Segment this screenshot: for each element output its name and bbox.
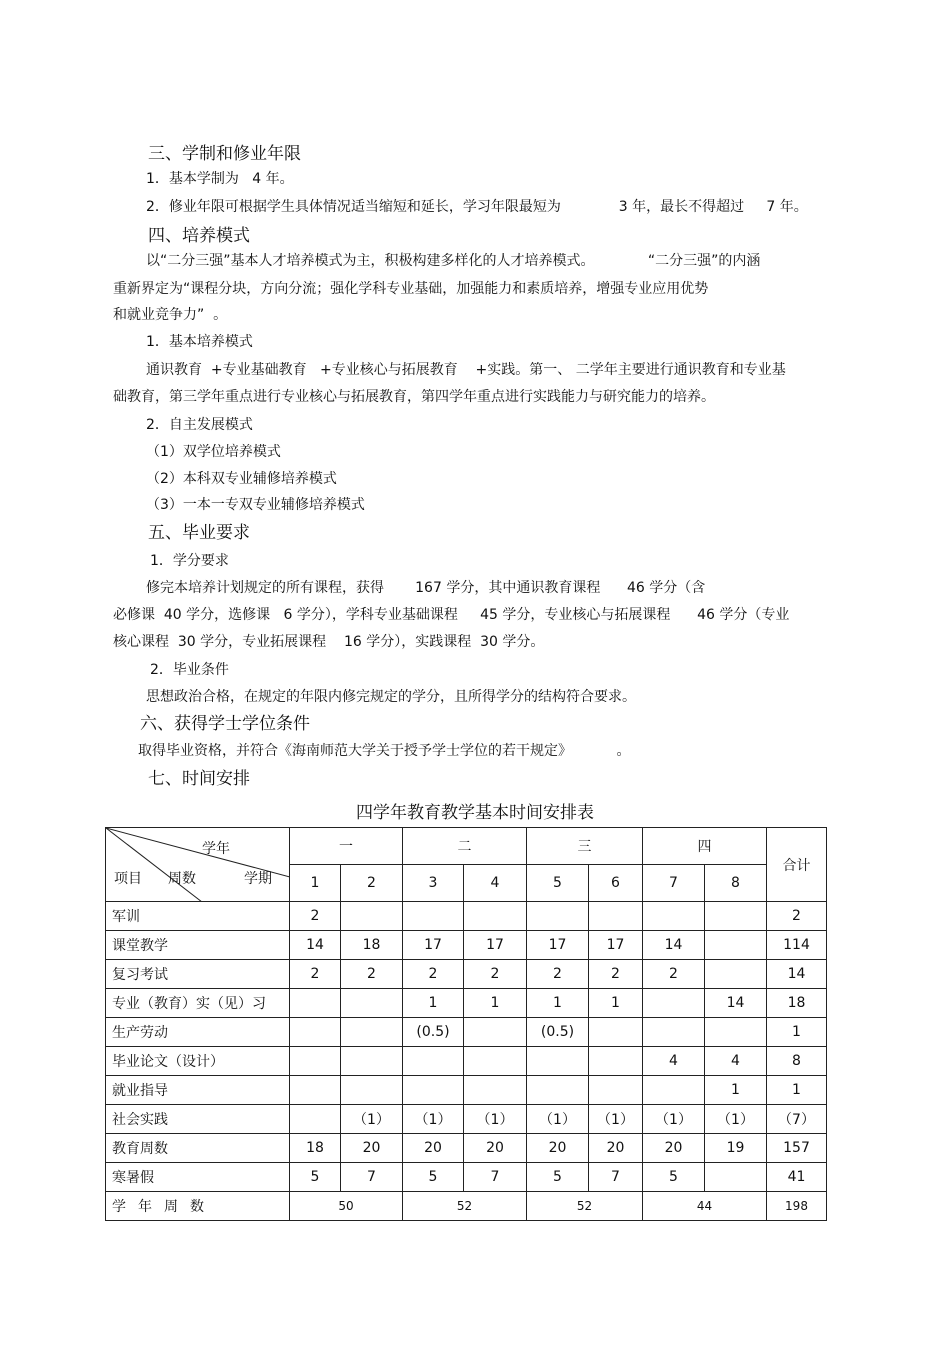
table-cell	[290, 1076, 341, 1105]
table-cell: 5	[527, 1163, 589, 1192]
table-row-year-weeks	[106, 1192, 827, 1221]
term-header: 3	[403, 865, 464, 902]
total-cell: 2	[767, 902, 827, 931]
table-cell: 20	[527, 1134, 589, 1163]
total-cell: 14	[767, 960, 827, 989]
table-row	[106, 1163, 827, 1192]
total-cell: 198	[767, 1192, 827, 1221]
table-cell: 19	[705, 1134, 767, 1163]
year-weeks-cell: 50	[290, 1192, 403, 1221]
corner-year-label: 学年	[202, 841, 230, 857]
table-cell	[643, 1076, 705, 1105]
table-row	[106, 1134, 827, 1163]
section-7-title: 七、时间安排	[148, 769, 250, 789]
section-3-title: 三、学制和修业年限	[148, 144, 301, 164]
total-cell: 1	[767, 1076, 827, 1105]
table-cell: 17	[403, 931, 464, 960]
table-cell: 20	[403, 1134, 464, 1163]
table-cell	[527, 1076, 589, 1105]
table-row	[106, 1076, 827, 1105]
table-cell: 17	[589, 931, 643, 960]
table-cell	[290, 989, 341, 1018]
row-label: 生产劳动	[106, 1018, 290, 1047]
total-header: 合计	[767, 828, 827, 902]
term-header: 6	[589, 865, 643, 902]
table-row	[106, 1047, 827, 1076]
table-cell	[527, 1047, 589, 1076]
term-header: 7	[643, 865, 705, 902]
row-label: 专业（教育）实（见）习	[106, 989, 290, 1018]
table-cell: 2	[403, 960, 464, 989]
total-cell: 114	[767, 931, 827, 960]
total-cell: 41	[767, 1163, 827, 1192]
section-5-title: 五、毕业要求	[148, 523, 250, 543]
s5-para-1c: 核心课程 30 学分，专业拓展课程 16 学分），实践课程 30 学分。	[113, 634, 545, 650]
table-cell	[341, 1047, 403, 1076]
s5-para-1b: 必修课 40 学分，选修课 6 学分），学科专业基础课程 45 学分，专业核心与拓展课程 46 学分（专业	[113, 607, 790, 623]
table-cell: 20	[464, 1134, 527, 1163]
table-cell: 2	[341, 960, 403, 989]
table-cell	[705, 1163, 767, 1192]
year-weeks-cell: 52	[527, 1192, 643, 1221]
table-cell: 1	[589, 989, 643, 1018]
table-cell: 7	[589, 1163, 643, 1192]
row-label: 毕业论文（设计）	[106, 1047, 290, 1076]
corner-item-label: 项目	[114, 871, 142, 887]
table-row	[106, 1018, 827, 1047]
table-cell: 1	[527, 989, 589, 1018]
row-label: 寒暑假	[106, 1163, 290, 1192]
term-header: 5	[527, 865, 589, 902]
s4-heading-2: 2．自主发展模式	[146, 417, 253, 433]
table-cell	[527, 902, 589, 931]
s5-heading-2: 2．毕业条件	[150, 662, 229, 678]
table-cell: 2	[589, 960, 643, 989]
s4-para-1b: 重新界定为“课程分块，方向分流；强化学科专业基础，加强能力和素质培养，增强专业应用优势	[113, 281, 709, 297]
table-cell	[290, 1018, 341, 1047]
term-header: 1	[290, 865, 341, 902]
table-cell: 5	[643, 1163, 705, 1192]
s6-para-1: 取得毕业资格，并符合《海南师范大学关于授予学士学位的若干规定》 。	[138, 743, 631, 759]
s4-para-2a: 通识教育 +专业基础教育 +专业核心与拓展教育 +实践。第一、 二学年主要进行通识教育和专业基	[146, 362, 786, 378]
table-cell	[403, 1047, 464, 1076]
table-cell	[589, 902, 643, 931]
table-cell: （1）	[643, 1105, 705, 1134]
year-weeks-cell: 52	[403, 1192, 527, 1221]
table-row	[106, 931, 827, 960]
table-cell	[341, 1018, 403, 1047]
table-cell: 2	[290, 960, 341, 989]
table-cell	[705, 931, 767, 960]
row-label: 课堂教学	[106, 931, 290, 960]
term-header: 8	[705, 865, 767, 902]
table-cell: (0.5)	[527, 1018, 589, 1047]
total-cell: 157	[767, 1134, 827, 1163]
table-cell	[464, 1018, 527, 1047]
table-cell: 1	[705, 1076, 767, 1105]
s4-item-1: （1）双学位培养模式	[146, 444, 281, 460]
table-cell: 14	[643, 931, 705, 960]
table-row	[106, 1105, 827, 1134]
table-cell	[403, 1076, 464, 1105]
table-cell: 14	[705, 989, 767, 1018]
total-cell: （7）	[767, 1105, 827, 1134]
table-cell: 5	[290, 1163, 341, 1192]
table-cell	[464, 1076, 527, 1105]
table-title: 四学年教育教学基本时间安排表	[356, 803, 594, 823]
table-cell: （1）	[589, 1105, 643, 1134]
table-body	[106, 902, 827, 1192]
corner-header	[106, 828, 290, 902]
table-cell: （1）	[464, 1105, 527, 1134]
table-cell: 7	[464, 1163, 527, 1192]
term-header: 4	[464, 865, 527, 902]
table-cell: 17	[527, 931, 589, 960]
table-cell	[643, 902, 705, 931]
table-cell: 4	[705, 1047, 767, 1076]
s4-para-1c: 和就业竞争力” 。	[113, 307, 228, 323]
table-cell: 20	[341, 1134, 403, 1163]
table-cell	[705, 960, 767, 989]
table-cell: 7	[341, 1163, 403, 1192]
table-cell: 4	[643, 1047, 705, 1076]
corner-weeks-label: 周数	[168, 871, 196, 887]
table-cell: （1）	[705, 1105, 767, 1134]
year-header-2: 二	[403, 828, 527, 865]
table-cell	[589, 1018, 643, 1047]
table-cell	[341, 989, 403, 1018]
section-4-title: 四、培养模式	[148, 226, 250, 246]
row-label: 社会实践	[106, 1105, 290, 1134]
diagonal-lines	[106, 828, 290, 902]
table-cell: 18	[341, 931, 403, 960]
table-cell	[290, 1105, 341, 1134]
table-row	[106, 989, 827, 1018]
year-header-1: 一	[290, 828, 403, 865]
total-cell: 8	[767, 1047, 827, 1076]
year-weeks-cell: 44	[643, 1192, 767, 1221]
year-header-3: 三	[527, 828, 643, 865]
table-cell	[464, 1047, 527, 1076]
table-cell: （1）	[527, 1105, 589, 1134]
table-cell: (0.5)	[403, 1018, 464, 1047]
row-label: 复习考试	[106, 960, 290, 989]
s4-item-3: （3）一本一专双专业辅修培养模式	[146, 497, 365, 513]
table-row	[106, 960, 827, 989]
table-cell: （1）	[341, 1105, 403, 1134]
table-cell: 14	[290, 931, 341, 960]
s5-para-2: 思想政治合格，在规定的年限内修完规定的学分，且所得学分的结构符合要求。	[146, 689, 636, 705]
table-cell	[341, 1076, 403, 1105]
table-cell: 2	[527, 960, 589, 989]
s4-para-1a: 以“二分三强”基本人才培养模式为主，积极构建多样化的人才培养模式。 “二分三强”的内涵	[146, 253, 761, 269]
table-cell: 20	[643, 1134, 705, 1163]
table-cell	[643, 989, 705, 1018]
total-cell: 1	[767, 1018, 827, 1047]
table-cell	[705, 1018, 767, 1047]
table-cell: 18	[290, 1134, 341, 1163]
table-row	[106, 902, 827, 931]
s4-heading-1: 1．基本培养模式	[146, 334, 253, 350]
table-cell: 2	[464, 960, 527, 989]
table-cell: 2	[290, 902, 341, 931]
table-cell: 1	[403, 989, 464, 1018]
s3-line-2: 2．修业年限可根据学生具体情况适当缩短和延长，学习年限最短为 3 年，最长不得超过 7 年。	[146, 199, 808, 215]
row-label: 学年周数	[106, 1192, 290, 1221]
table-cell	[705, 902, 767, 931]
table-cell	[464, 902, 527, 931]
s4-para-2b: 础教育，第三学年重点进行专业核心与拓展教育，第四学年重点进行实践能力与研究能力的培养。	[113, 389, 715, 405]
section-6-title: 六、获得学士学位条件	[140, 714, 310, 734]
row-label: 就业指导	[106, 1076, 290, 1105]
table-cell: 2	[643, 960, 705, 989]
table-cell	[403, 902, 464, 931]
table-cell	[589, 1047, 643, 1076]
table-cell: 1	[464, 989, 527, 1018]
table-cell: 17	[464, 931, 527, 960]
schedule-table	[105, 827, 827, 1221]
table-cell: （1）	[403, 1105, 464, 1134]
s3-line-1: 1．基本学制为 4 年。	[146, 171, 294, 187]
row-label: 军训	[106, 902, 290, 931]
table-cell	[341, 902, 403, 931]
total-cell: 18	[767, 989, 827, 1018]
row-label: 教育周数	[106, 1134, 290, 1163]
table-cell: 5	[403, 1163, 464, 1192]
table-cell	[589, 1076, 643, 1105]
term-header: 2	[341, 865, 403, 902]
year-header-4: 四	[643, 828, 767, 865]
s5-heading-1: 1．学分要求	[150, 553, 229, 569]
s5-para-1a: 修完本培养计划规定的所有课程，获得 167 学分，其中通识教育课程 46 学分（含	[146, 580, 706, 596]
s4-item-2: （2）本科双专业辅修培养模式	[146, 471, 337, 487]
table-cell: 20	[589, 1134, 643, 1163]
corner-term-label: 学期	[244, 871, 272, 887]
table-cell	[643, 1018, 705, 1047]
table-cell	[290, 1047, 341, 1076]
